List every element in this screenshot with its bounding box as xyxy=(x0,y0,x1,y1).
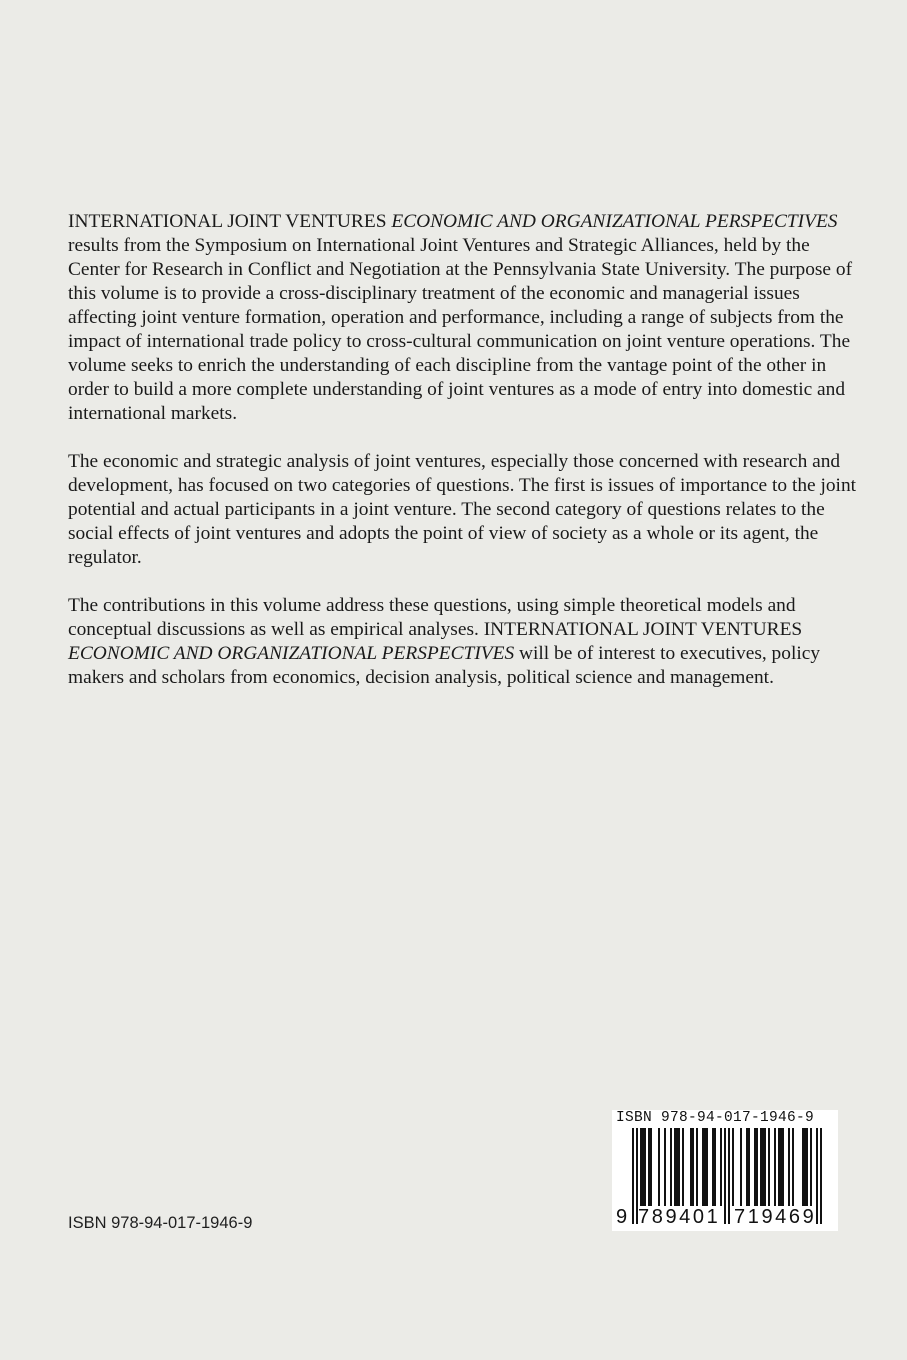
blurb-p1-title-italic: ECONOMIC AND ORGANIZATIONAL PERSPECTIVES xyxy=(391,211,838,232)
isbn-barcode xyxy=(612,1110,838,1231)
barcode-bar xyxy=(690,1128,692,1206)
barcode-bar xyxy=(678,1128,680,1206)
barcode-bar xyxy=(712,1128,714,1206)
barcode-bar xyxy=(768,1128,770,1206)
barcode-bar xyxy=(762,1128,764,1206)
blurb-paragraph-2 xyxy=(68,450,858,570)
barcode-bar xyxy=(792,1128,794,1206)
blurb-p3-text-1: The contributions in this volume address these questions, using simple theoretical models and conceptual discussions as well as empirical analyses. INTERNATIONAL JOINT VENTURES xyxy=(68,595,803,640)
barcode-bar xyxy=(696,1128,698,1206)
blurb-p3-title-italic: ECONOMIC AND ORGANIZATIONAL PERSPECTIVES xyxy=(68,643,515,664)
barcode-bar xyxy=(778,1128,780,1206)
barcode-right-group: 719469 xyxy=(734,1206,817,1228)
blurb-p2-text-1: The economic and strategic analysis of joint ventures, especially those concerned with research and development, has focused on two categories of questions. The first is issues of importance to the joint potential and actual participants in a joint venture. The second category of questions relates to the social effects of joint ventures and adopts the point of view of society as a whole or its agent, the regulator. xyxy=(68,451,857,568)
barcode-bar xyxy=(754,1128,756,1206)
barcode-bar xyxy=(664,1128,666,1206)
barcode-bar xyxy=(810,1128,812,1206)
blurb-p1-text-1: INTERNATIONAL JOINT VENTURES xyxy=(68,211,392,232)
barcode-bar xyxy=(788,1128,790,1206)
barcode-bar xyxy=(704,1128,706,1206)
barcode-bar xyxy=(746,1128,748,1206)
barcode-bar xyxy=(782,1128,784,1206)
back-cover-blurb xyxy=(68,210,858,714)
blurb-paragraph-3 xyxy=(68,594,858,690)
barcode-bar xyxy=(644,1128,646,1206)
barcode-bar xyxy=(802,1128,804,1206)
barcode-bar xyxy=(648,1128,650,1206)
blurb-p1-text-2: results from the Symposium on International Joint Ventures and Strategic Alliances, held by the Center for Research in Conflict and Negotiation at the Pennsylvania State University. The purpose of this volume is to provide a cross-disciplinary treatment of the economic and managerial issues affecting joint venture formation, operation and performance, including a range of subjects from the impact of international trade policy to cross-cultural communication on joint venture operations. The volume seeks to enrich the understanding of each discipline from the vantage point of the other in order to build a more complete understanding of joint ventures as a mode of entry into domestic and international markets. xyxy=(68,235,853,424)
barcode-bar xyxy=(682,1128,684,1206)
barcode-digits xyxy=(612,1206,838,1230)
blurb-p3-text-2: will be of interest to executives, policy makers and scholars from economics, decision analysis, political science and management. xyxy=(68,643,821,688)
barcode-bar xyxy=(732,1128,734,1206)
barcode-isbn-label: ISBN 978-94-017-1946-9 xyxy=(616,1110,815,1126)
barcode-bar xyxy=(760,1128,762,1206)
barcode-bar xyxy=(642,1128,644,1206)
barcode-bar xyxy=(774,1128,776,1206)
barcode-left-group: 789401 xyxy=(638,1206,721,1228)
barcode-bar xyxy=(748,1128,750,1206)
barcode-bar xyxy=(692,1128,694,1206)
blurb-paragraph-1 xyxy=(68,210,858,426)
barcode-lead-digit: 9 xyxy=(616,1206,628,1228)
barcode-bar xyxy=(806,1128,808,1206)
barcode-bar xyxy=(740,1128,742,1206)
barcode-bar xyxy=(702,1128,704,1206)
barcode-bar xyxy=(706,1128,708,1206)
barcode-bar xyxy=(674,1128,676,1206)
isbn-text: ISBN 978-94-017-1946-9 xyxy=(68,1214,253,1232)
barcode-bar xyxy=(714,1128,716,1206)
barcode-bar xyxy=(676,1128,678,1206)
barcode-bar xyxy=(670,1128,672,1206)
barcode-bar xyxy=(764,1128,766,1206)
barcode-bar xyxy=(658,1128,660,1206)
barcode-bar xyxy=(756,1128,758,1206)
barcode-bar xyxy=(650,1128,652,1206)
barcode-bar xyxy=(780,1128,782,1206)
barcode-bar xyxy=(804,1128,806,1206)
barcode-bar xyxy=(640,1128,642,1206)
barcode-bar xyxy=(720,1128,722,1206)
